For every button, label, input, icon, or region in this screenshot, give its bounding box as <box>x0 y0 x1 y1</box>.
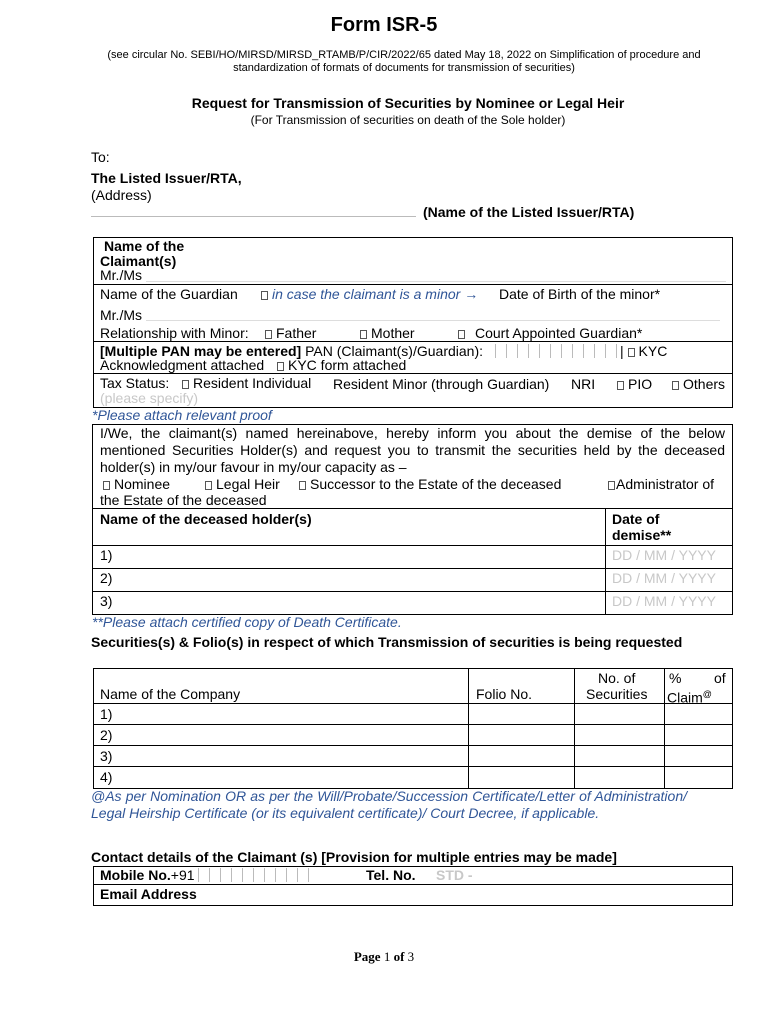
proof-note: *Please attach relevant proof <box>92 407 272 423</box>
demise-date-header: Date of <box>612 511 660 527</box>
divider <box>92 568 733 569</box>
divider <box>664 668 665 789</box>
divider <box>93 703 733 704</box>
death-certificate-note: **Please attach certified copy of Death Certificate. <box>92 614 402 630</box>
divider <box>93 373 733 374</box>
table-row: 3) <box>100 593 113 609</box>
relationship-label: Relationship with Minor: <box>100 325 249 341</box>
claimant-name-label: Name of the <box>104 238 185 254</box>
checkbox-icon[interactable] <box>205 481 212 490</box>
checkbox-icon[interactable] <box>617 381 624 390</box>
claimant-name-field[interactable] <box>146 281 726 282</box>
no-securities-header-2: Securities <box>586 686 648 702</box>
capacity-legal-heir[interactable]: Legal Heir <box>205 476 280 492</box>
circular-note: (see circular No. SEBI/HO/MIRSD/MIRSD_RTAMB/P/CIR/2022/65 dated May 18, 2022 on Simplification of procedure and standardization of formats of documents for transmission of securities) <box>107 49 701 74</box>
tax-nri-option[interactable]: NRI <box>571 376 596 392</box>
demise-date-input[interactable]: DD / MM / YYYY <box>612 593 716 609</box>
checkbox-icon[interactable] <box>672 381 679 390</box>
form-title: Form ISR-5 <box>330 14 438 36</box>
tax-specify-field[interactable]: (please specify) <box>100 390 199 406</box>
company-header: Name of the Company <box>100 686 241 702</box>
claim-pct-of: of <box>714 670 726 686</box>
checkbox-icon[interactable] <box>277 362 284 371</box>
address-label: (Address) <box>91 187 152 203</box>
contact-heading: Contact details of the Claimant (s) [Provision for multiple entries may be made] <box>91 849 617 865</box>
checkbox-icon[interactable] <box>608 481 615 490</box>
checkbox-icon[interactable] <box>360 330 367 339</box>
divider <box>92 545 733 546</box>
tax-status-label: Tax Status: <box>100 375 170 391</box>
mobile-field[interactable]: Mobile No.+91 <box>100 867 319 883</box>
tax-resident-option[interactable]: Resident Individual <box>182 375 311 391</box>
table-row: 3) <box>100 748 113 764</box>
divider <box>93 745 733 746</box>
checkbox-icon[interactable] <box>265 330 272 339</box>
kyc-ack-option[interactable]: | KYC <box>620 343 668 359</box>
issuer-name-caption: (Name of the Listed Issuer/RTA) <box>423 204 635 220</box>
table-row: 4) <box>100 769 113 785</box>
checkbox-icon[interactable] <box>182 380 189 389</box>
table-row: 2) <box>100 727 113 743</box>
no-securities-header: No. of <box>598 670 636 686</box>
tax-minor-option[interactable]: Resident Minor (through Guardian) <box>333 376 550 392</box>
ack-label: Acknowledgment attached <box>100 357 265 373</box>
guardian-label: Name of the Guardian <box>100 286 238 302</box>
divider <box>92 591 733 592</box>
tax-pio-option[interactable]: PIO <box>617 376 652 392</box>
relationship-court-guardian[interactable]: Court Appointed Guardian* <box>458 325 642 341</box>
request-subtitle: (For Transmission of securities on death of the Sole holder) <box>250 113 566 127</box>
dob-label: Date of Birth of the minor* <box>499 286 661 302</box>
securities-heading: Securities(s) & Folio(s) in respect of which Transmission of securities is being requested <box>91 634 683 650</box>
minor-note: in case the claimant is a minor → <box>261 286 478 302</box>
checkbox-icon[interactable] <box>628 348 635 357</box>
divider <box>574 668 575 789</box>
checkbox-icon[interactable] <box>458 330 465 339</box>
to-label: To: <box>91 149 110 165</box>
table-row: 1) <box>100 706 113 722</box>
divider <box>605 508 606 615</box>
claim-pct-header-2: Claim@ <box>667 689 712 706</box>
claim-pct-header: % <box>669 670 682 686</box>
declaration-text: I/We, the claimant(s) named hereinabove, hereby inform you about the demise of the below mentioned Securities Holder(s) and request you to transmit the securities held by the deceased holder(s) in my/our favour in my/our capacity as – <box>100 425 725 475</box>
capacity-successor[interactable]: Successor to the Estate of the deceased <box>299 476 561 492</box>
std-input[interactable]: STD - <box>436 867 473 883</box>
checkbox-icon[interactable] <box>299 481 306 490</box>
divider <box>93 766 733 767</box>
pan-input[interactable] <box>495 343 627 359</box>
claimant-mr-ms: Mr./Ms <box>100 267 142 283</box>
divider <box>468 668 469 789</box>
divider <box>93 284 733 285</box>
divider <box>92 508 733 509</box>
divider <box>93 341 733 342</box>
page-number: Page 1 of 3 <box>353 949 415 964</box>
demise-date-header-2: demise** <box>612 527 672 543</box>
divider <box>93 724 733 725</box>
kyc-form-option[interactable]: KYC form attached <box>277 357 406 373</box>
table-row: 2) <box>100 570 113 586</box>
issuer-name-field[interactable] <box>91 216 416 217</box>
tel-label: Tel. No. <box>366 867 416 883</box>
demise-date-input[interactable]: DD / MM / YYYY <box>612 547 716 563</box>
tax-others-option[interactable]: Others <box>672 376 725 392</box>
deceased-name-header: Name of the deceased holder(s) <box>100 511 312 527</box>
nomination-note: @As per Nomination OR as per the Will/Probate/Succession Certificate/Letter of Administration/ Legal Heirship Certificate (or its equivalent certificate)/ Court Decree, if applicable. <box>91 788 687 821</box>
checkbox-icon[interactable] <box>261 291 268 300</box>
relationship-father[interactable]: Father <box>265 325 316 341</box>
guardian-name-field[interactable] <box>146 320 720 321</box>
guardian-mr-ms: Mr./Ms <box>100 307 142 323</box>
demise-date-input[interactable]: DD / MM / YYYY <box>612 570 716 586</box>
divider <box>93 884 733 885</box>
capacity-administrator-2: the Estate of the deceased <box>100 492 267 508</box>
capacity-nominee[interactable]: Nominee <box>103 476 170 492</box>
issuer-label: The Listed Issuer/RTA, <box>91 170 242 186</box>
request-title: Request for Transmission of Securities by Nominee or Legal Heir <box>191 95 625 111</box>
claimant-name-label-2: Claimant(s) <box>100 253 177 269</box>
relationship-mother[interactable]: Mother <box>360 325 415 341</box>
email-label: Email Address <box>100 886 197 902</box>
pan-row: [Multiple PAN may be entered] PAN (Claimant(s)/Guardian): <box>100 343 484 359</box>
folio-header: Folio No. <box>476 686 533 702</box>
table-row: 1) <box>100 547 113 563</box>
capacity-administrator[interactable]: Administrator of <box>608 476 714 492</box>
checkbox-icon[interactable] <box>103 481 110 490</box>
